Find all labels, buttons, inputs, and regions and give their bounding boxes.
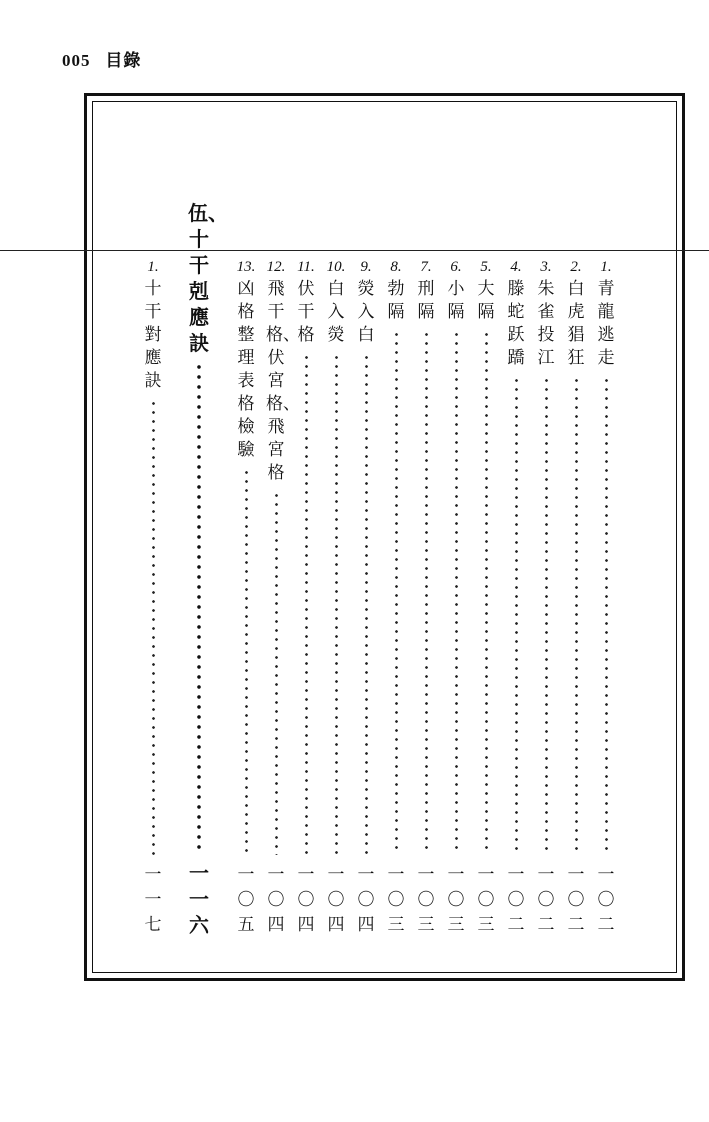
dot-leader xyxy=(275,491,278,855)
entry-title: 朱雀投江 xyxy=(537,279,555,368)
section-title: 伍、十干剋應訣 xyxy=(188,201,228,355)
header-page-number: 005 xyxy=(62,51,91,70)
toc-entry[interactable] xyxy=(563,258,589,938)
dot-leader xyxy=(545,376,548,855)
toc-entry[interactable] xyxy=(140,258,166,938)
entry-number: 3. xyxy=(540,259,552,275)
entry-page: 一一七 xyxy=(144,865,162,935)
entry-number: 8. xyxy=(390,259,402,275)
entry-page: 一〇四 xyxy=(357,865,375,935)
header-title: 目錄 xyxy=(105,51,142,71)
dot-leader xyxy=(515,376,518,855)
entry-title: 十干對應訣 xyxy=(144,279,162,391)
entry-number: 5. xyxy=(480,259,492,275)
entry-page: 一〇二 xyxy=(507,865,525,935)
toc-entry[interactable] xyxy=(473,258,499,938)
entry-number: 12. xyxy=(266,259,286,275)
dot-leader xyxy=(605,376,608,855)
entry-page: 一〇二 xyxy=(537,865,555,935)
entry-page: 一〇四 xyxy=(327,865,345,935)
entry-page: 一〇二 xyxy=(597,865,615,935)
dot-leader xyxy=(425,330,428,855)
toc-entry[interactable] xyxy=(533,258,559,938)
toc-entry[interactable] xyxy=(443,258,469,938)
toc-entry[interactable] xyxy=(503,258,529,938)
section-page: 一一六 xyxy=(189,861,209,937)
entry-page: 一〇三 xyxy=(387,865,405,935)
toc-entry[interactable] xyxy=(413,258,439,938)
dot-leader xyxy=(335,353,338,855)
entry-title: 凶格整理表格檢驗 xyxy=(237,279,255,460)
toc-entry[interactable] xyxy=(233,258,259,938)
entry-page: 一〇二 xyxy=(567,865,585,935)
entry-title: 白入熒 xyxy=(327,279,345,345)
entry-number: 2. xyxy=(570,259,582,275)
entry-number: 4. xyxy=(510,259,522,275)
entry-title: 飛干格、伏宮格、飛宮格 xyxy=(266,279,300,483)
page-header xyxy=(62,46,141,71)
entry-title: 青龍逃走 xyxy=(597,279,615,368)
entry-page: 一〇三 xyxy=(447,865,465,935)
entry-title: 刑隔 xyxy=(417,279,435,322)
dot-leader xyxy=(395,330,398,855)
toc-entry[interactable] xyxy=(323,258,349,938)
toc-section-heading[interactable] xyxy=(184,200,228,938)
entry-title: 熒入白 xyxy=(357,279,375,345)
dot-leader xyxy=(305,353,308,855)
toc-entry[interactable] xyxy=(383,258,409,938)
entry-title: 大隔 xyxy=(477,279,495,322)
entry-page: 一〇五 xyxy=(237,865,255,935)
entry-number: 1. xyxy=(147,259,159,275)
entry-number: 1. xyxy=(600,259,612,275)
dot-leader xyxy=(365,353,368,855)
toc-entry[interactable] xyxy=(293,258,319,938)
scan-line xyxy=(0,250,709,251)
entry-number: 7. xyxy=(420,259,432,275)
dot-leader xyxy=(197,362,201,852)
entry-title: 勃隔 xyxy=(387,279,405,322)
entry-title: 伏干格 xyxy=(297,279,315,345)
toc-entry[interactable] xyxy=(353,258,379,938)
entry-number: 10. xyxy=(326,259,346,275)
entry-page: 一〇四 xyxy=(267,865,285,935)
toc-entry[interactable] xyxy=(263,258,300,938)
dot-leader xyxy=(455,330,458,855)
entry-title: 小隔 xyxy=(447,279,465,322)
dot-leader xyxy=(485,330,488,855)
dot-leader xyxy=(152,399,155,855)
entry-page: 一〇三 xyxy=(417,865,435,935)
entry-page: 一〇四 xyxy=(297,865,315,935)
dot-leader xyxy=(575,376,578,855)
entry-title: 白虎猖狂 xyxy=(567,279,585,368)
entry-number: 13. xyxy=(236,259,256,275)
entry-number: 11. xyxy=(297,259,315,275)
entry-page: 一〇三 xyxy=(477,865,495,935)
dot-leader xyxy=(245,468,248,855)
entry-number: 6. xyxy=(450,259,462,275)
entry-number: 9. xyxy=(360,259,372,275)
entry-title: 滕蛇跃蹻 xyxy=(507,279,525,368)
toc-entry[interactable] xyxy=(593,258,619,938)
